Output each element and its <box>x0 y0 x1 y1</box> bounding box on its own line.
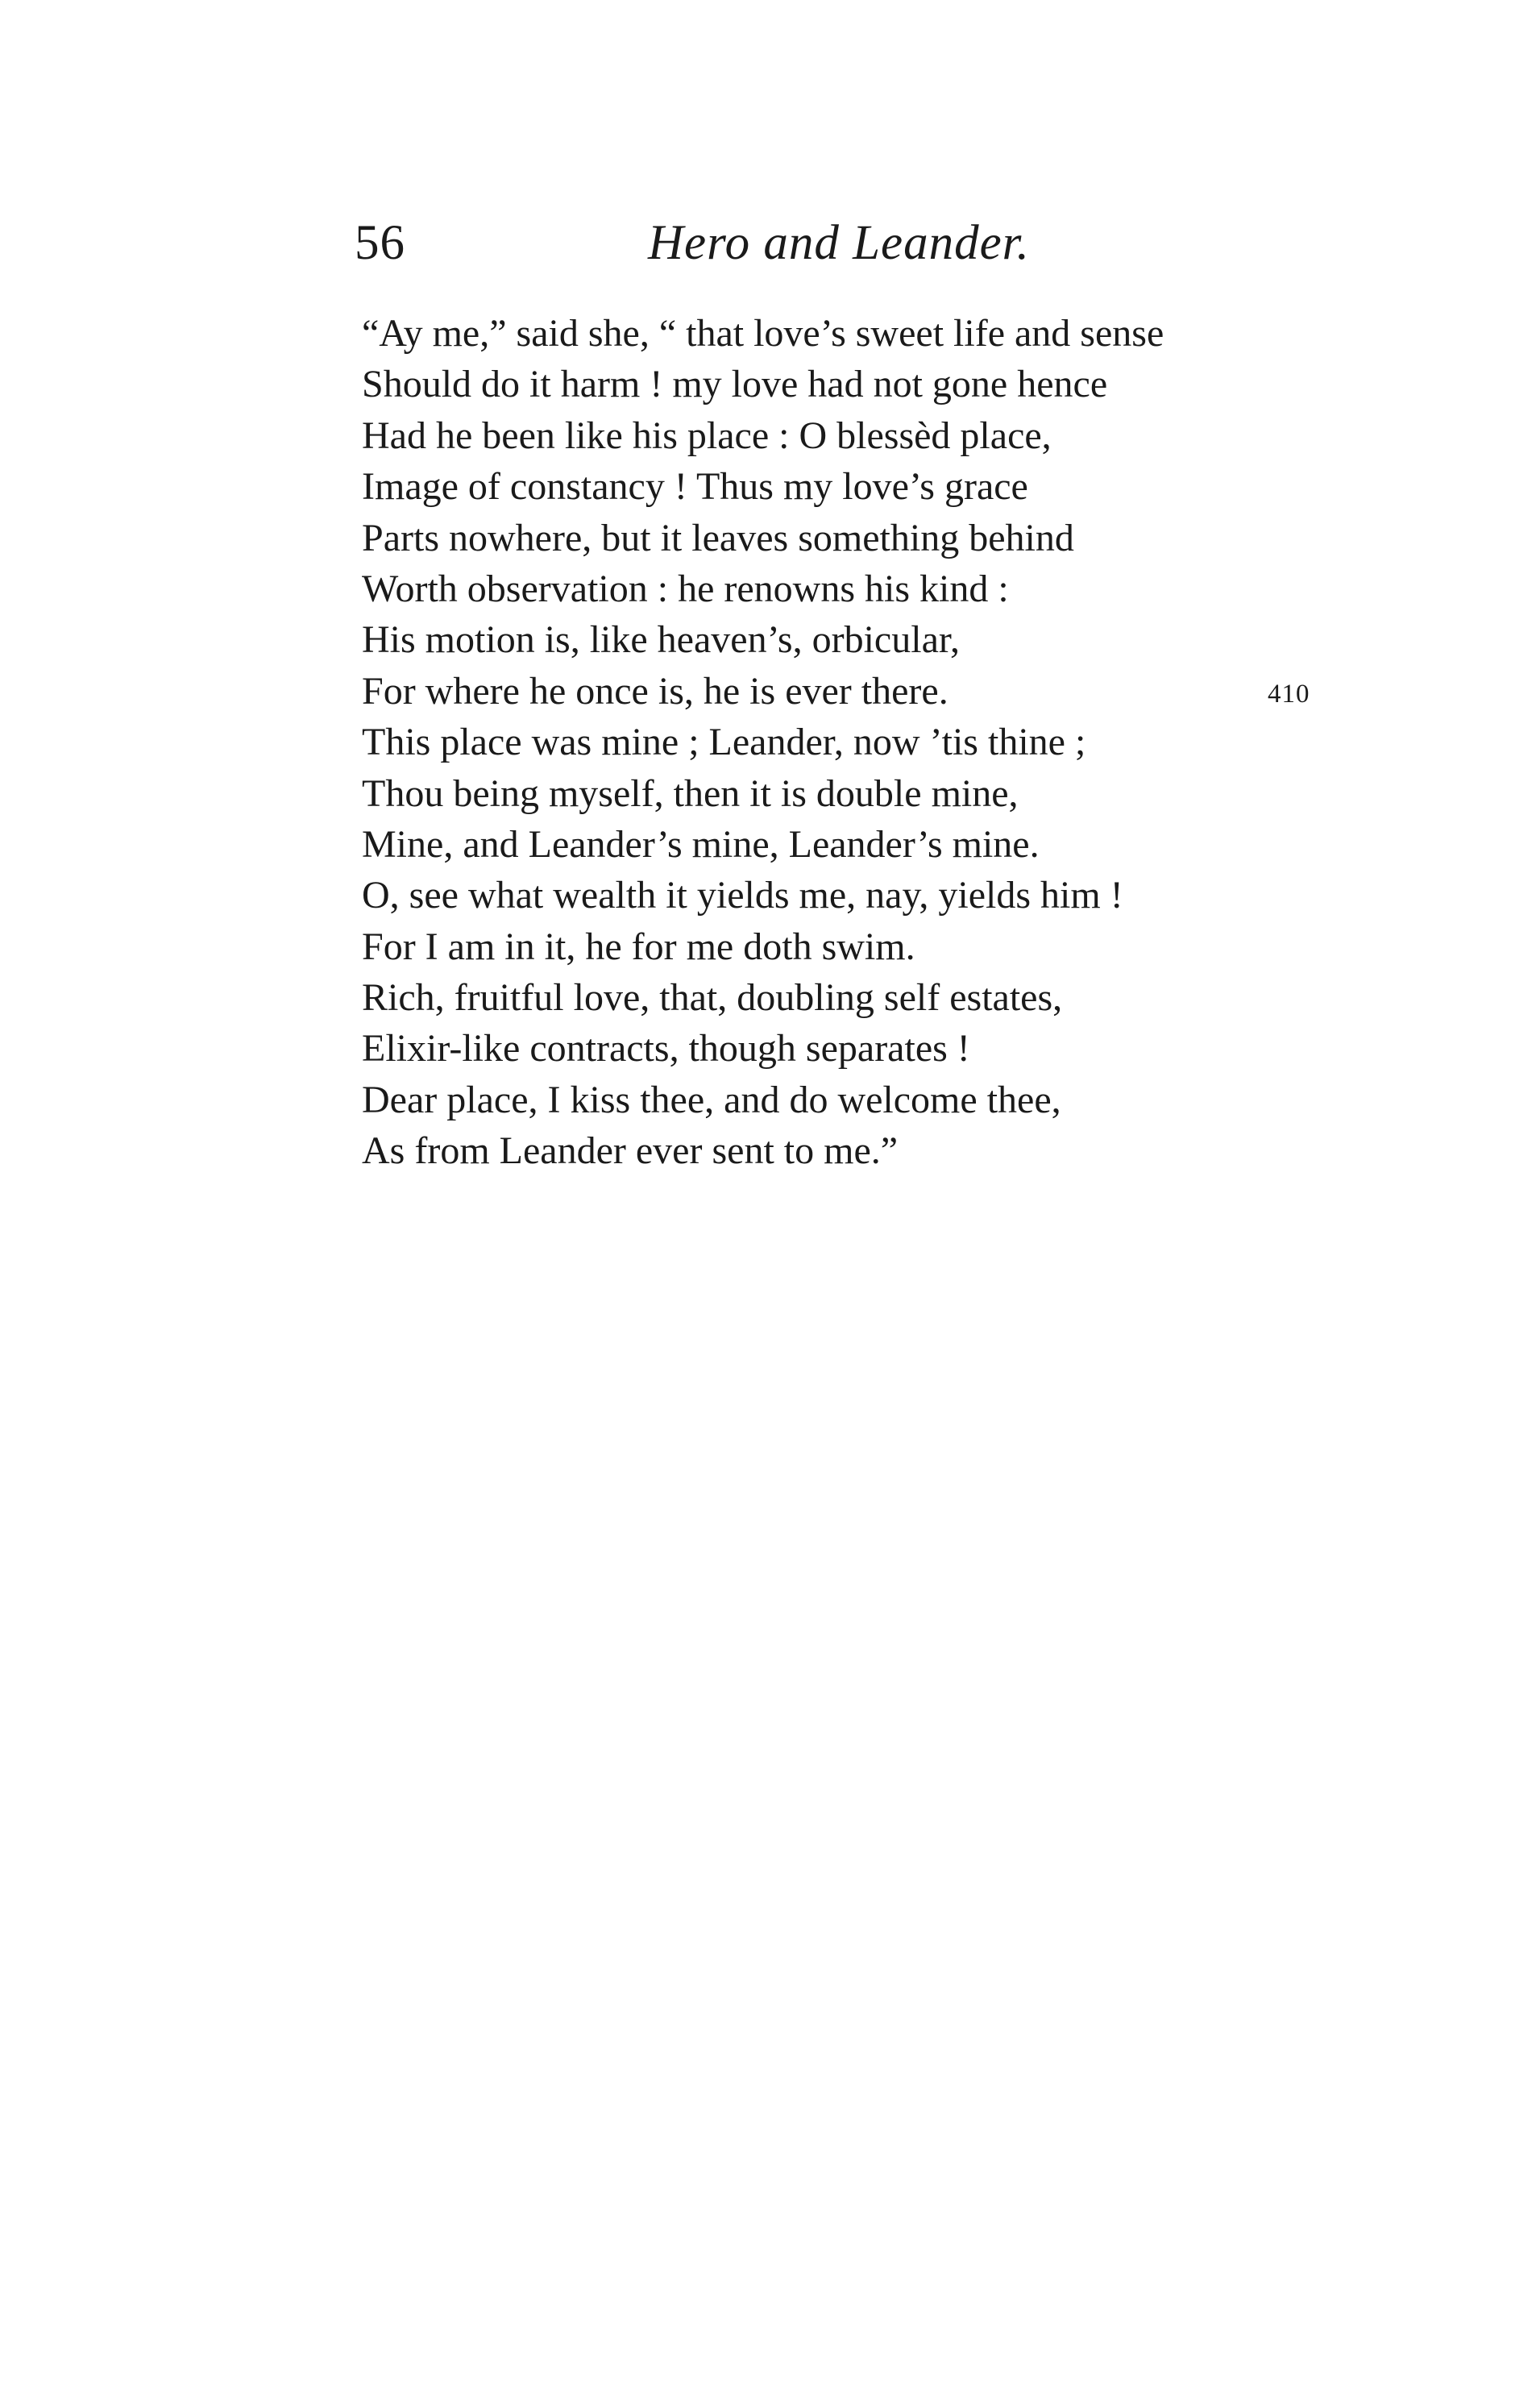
poem-line <box>362 1075 1409 1125</box>
poem-line <box>362 717 1409 767</box>
running-head <box>355 211 1354 276</box>
poem-line <box>362 410 1409 461</box>
poem-line-text: Dear place, I kiss thee, and do welcome thee, <box>362 1078 1061 1121</box>
poem-line <box>362 461 1409 512</box>
poem-line-text: Mine, and Leander’s mine, Leander’s mine. <box>362 822 1040 866</box>
poem-line <box>362 513 1409 563</box>
poem-line-text: Thou being myself, then it is double mine, <box>362 771 1019 815</box>
poem-line-text: His motion is, like heaven’s, orbicular, <box>362 618 960 662</box>
poem-line <box>362 1125 1409 1176</box>
poem-line-text: For I am in it, he for me doth swim. <box>362 925 915 968</box>
page-number: 56 <box>355 216 405 270</box>
poem-line <box>362 870 1409 921</box>
poem-line <box>362 768 1409 819</box>
poem-line-text: This place was mine ; Leander, now ’tis thine ; <box>362 721 1086 764</box>
poem-line <box>362 819 1409 870</box>
poem-line <box>362 614 1409 665</box>
poem-line <box>362 1023 1409 1074</box>
poem-line-text: “Ay me,” said she, “ that love’s sweet life and sense <box>362 312 1164 355</box>
poem-line-text: O, see what wealth it yields me, nay, yields him ! <box>362 874 1123 917</box>
poem-line-text: Elixir-like contracts, though separates ! <box>362 1027 970 1071</box>
poem-line <box>362 359 1409 410</box>
poem-line <box>362 972 1409 1023</box>
poem-line-text: As from Leander ever sent to me.” <box>362 1129 899 1173</box>
poem-line <box>362 308 1409 359</box>
poem-line-text: For where he once is, he is ever there. <box>362 669 948 713</box>
poem-line-text: Image of constancy ! Thus my love’s grace <box>362 465 1028 509</box>
poem-text <box>362 308 1409 1177</box>
poem-line-text: Should do it harm ! my love had not gone hence <box>362 363 1108 406</box>
poem-line-text: Rich, fruitful love, that, doubling self estates, <box>362 976 1063 1020</box>
poem-line <box>362 563 1409 614</box>
poem-line <box>362 666 1409 717</box>
poem-line-text: Had he been like his place : O blessèd place, <box>362 414 1052 457</box>
poem-line-text: Worth observation : he renowns his kind : <box>362 567 1009 610</box>
running-title: Hero and Leander. <box>648 216 1030 270</box>
poem-line <box>362 921 1409 972</box>
line-number: 410 <box>1268 679 1310 709</box>
poem-line-text: Parts nowhere, but it leaves something behind <box>362 516 1074 559</box>
